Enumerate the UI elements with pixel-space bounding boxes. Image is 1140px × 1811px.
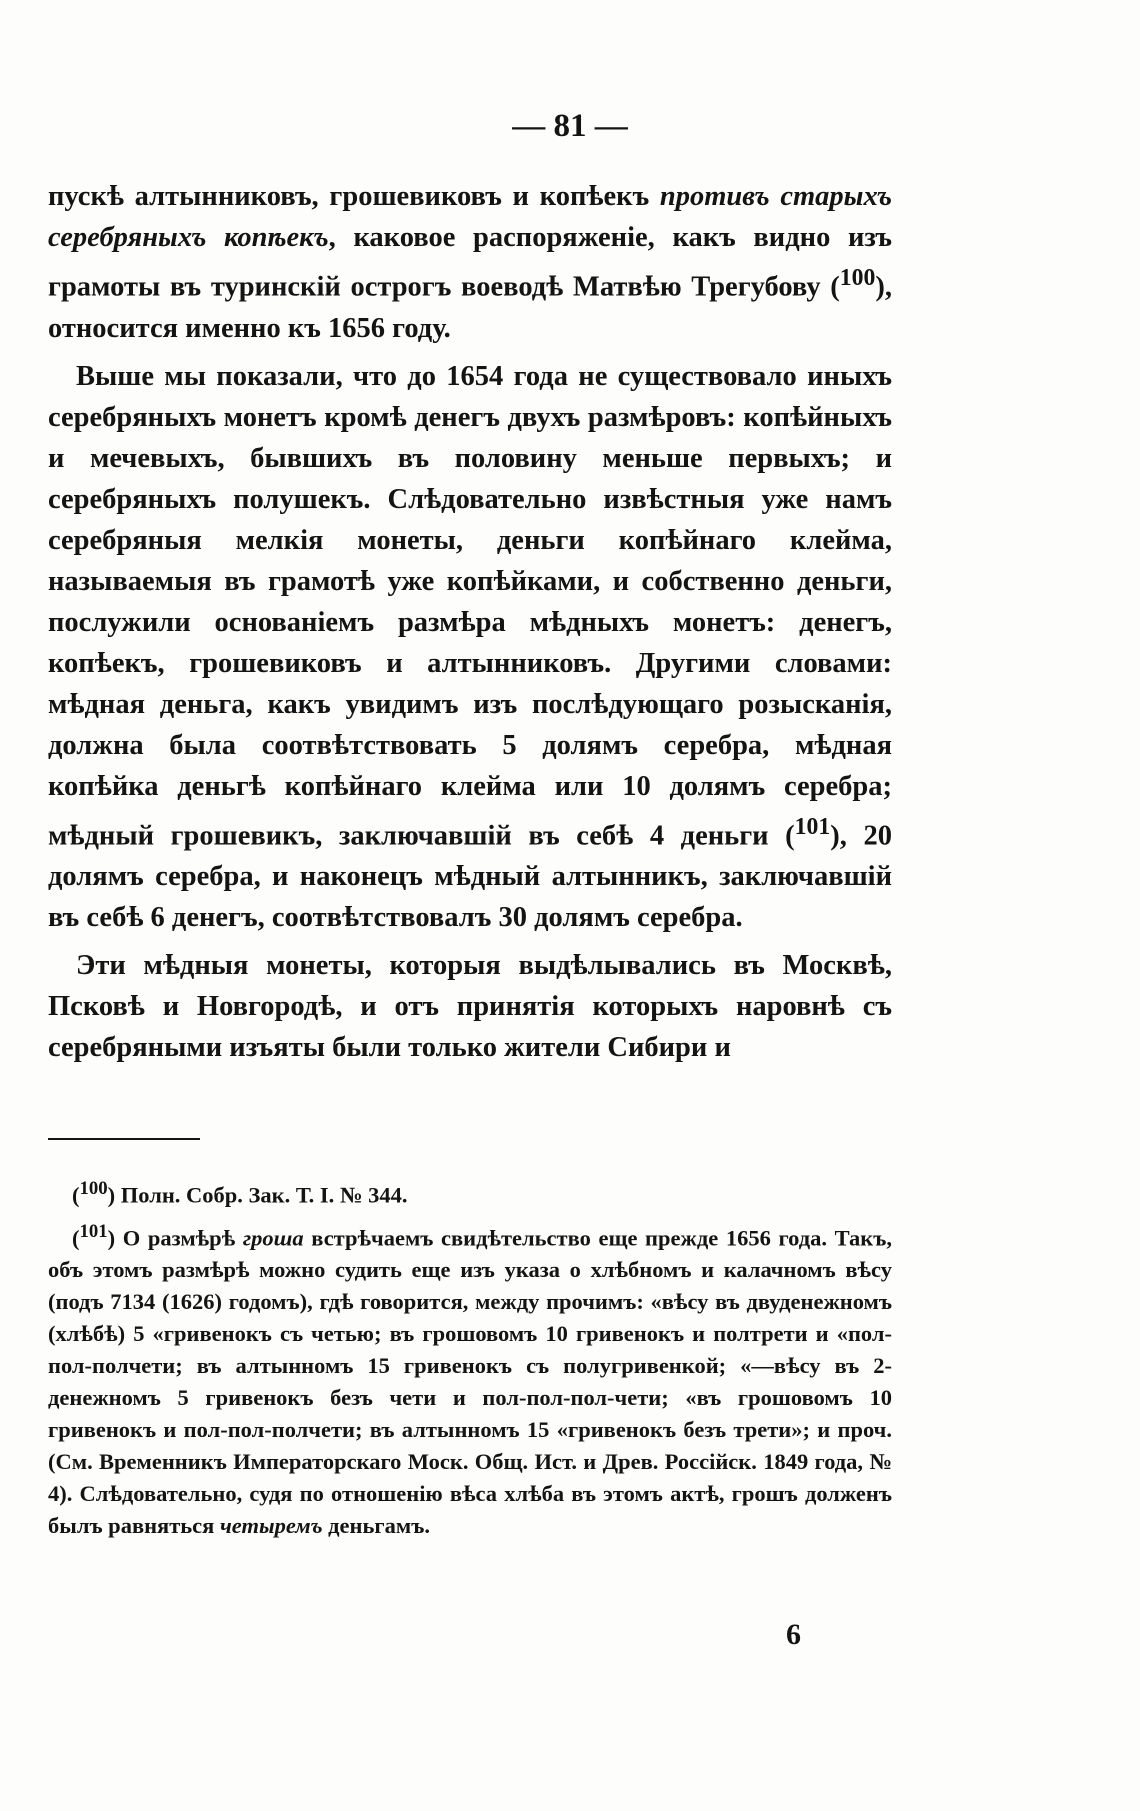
italic-phrase: противъ старыхъ серебряныхъ копѣекъ <box>48 181 893 253</box>
footnote-101: ($^{101}$) О размѣрѣ гроша встрѣчаемъ свидѣтельство еще прежде 1656 года. Такъ, объ этомъ размѣрѣ можно судить еще изъ указа о хлѣбномъ и калачномъ вѣсу (подъ 7134 (1626) годомъ), гдѣ говорится, между прочимъ: «вѣсу въ двуденежномъ (хлѣбѣ) 5 «гривенокъ съ четью; въ грошовомъ 10 гривенокъ и полтрети и «пол-пол-полчети; въ алтынномъ 15 гривенокъ съ полугривенкой; «—вѣсу въ 2-денежномъ 5 гривенокъ безъ чети и пол-пол-пол-чети; «въ грошовомъ 10 гривенокъ и пол-пол-полчети; въ алтынномъ 15 «гривенокъ безъ трети»; и проч. (См. Временникъ Императорскаго Моск. Общ. Ист. и Древ. Россійск. 1849 года, № 4). Слѣдовательно, судя по отношенію вѣса хлѣба въ этомъ актѣ, грошъ долженъ былъ равняться четыремъ деньгамъ. <box>48 1220 892 1538</box>
footnote-mark: 100 <box>79 1178 108 1199</box>
paragraph-3: Эти мѣдныя монеты, которыя выдѣлывались въ Москвѣ, Псковѣ и Новгородѣ, и отъ принятія которыхъ наровнѣ съ серебряными изъяты были только жители Сибири и <box>48 950 892 1063</box>
footnote-divider <box>48 1138 200 1140</box>
text-segment: ), 20 долямъ серебра, и наконецъ мѣдный алтынникъ, заключавшій въ себѣ 6 денегъ, соотвѣтствовалъ 30 долямъ серебра. <box>48 820 892 933</box>
italic-word: четыремъ <box>219 1513 323 1538</box>
footnotes <box>48 1173 892 1542</box>
footnote-text: Полн. Собр. Зак. Т. I. № 344. <box>115 1182 408 1208</box>
text-segment: Выше мы показали, что до 1654 года не существовало иныхъ серебряныхъ монетъ кромѣ денегъ двухъ размѣровъ: копѣйныхъ и мечевыхъ, бывшихъ въ половину меньше первыхъ; и серебряныхъ полушекъ. Слѣдовательно извѣстныя уже намъ серебряныя мелкія монеты, деньги копѣйнаго клейма, называемыя въ грамотѣ уже копѣйками, и собственно деньги, послужили основаніемъ размѣра мѣдныхъ монетъ: денегъ, копѣекъ, грошевиковъ и алтынниковъ. Другими словами: мѣдная деньга, какъ увидимъ изъ послѣдующаго розысканія, должна была соотвѣтствовать 5 долямъ серебра, мѣдная копѣйка деньгѣ копѣйнаго клейма или 10 долямъ серебра; мѣдный грошевикъ, заключавшій въ себѣ 4 деньги ( <box>48 360 892 851</box>
paragraph-2 <box>48 356 892 939</box>
footnote-ref: 100 <box>839 265 876 291</box>
footnote-text: деньгамъ. <box>322 1513 430 1538</box>
text-segment: пускѣ алтынниковъ, грошевиковъ и копѣекъ <box>48 181 660 212</box>
signature-mark: 6 <box>786 1618 801 1651</box>
paragraph-1 <box>48 176 892 349</box>
footnote-mark: 101 <box>79 1220 108 1242</box>
footnote-100: ($^{100}$) Полн. Собр. Зак. Т. I. № 344. <box>72 1178 408 1208</box>
footnote-text: О размѣрѣ <box>115 1225 243 1250</box>
footnote-text: встрѣчаемъ свидѣтельство еще прежде 1656 года. Такъ, объ этомъ размѣрѣ можно судить еще изъ указа о хлѣбномъ и калачномъ вѣсу (подъ 7134 (1626) годомъ), гдѣ говорится, между прочимъ: «вѣсу въ двуденежномъ (хлѣбѣ) 5 «гривенокъ съ четью; въ грошовомъ 10 гривенокъ и полтрети и «пол-пол-полчети; въ алтынномъ 15 гривенокъ съ полугривенкой; «—вѣсу въ 2-денежномъ 5 гривенокъ безъ чети и пол-пол-пол-чети; «въ грошовомъ 10 гривенокъ и пол-пол-полчети; въ алтынномъ 15 «гривенокъ безъ трети»; и проч. (См. Временникъ Императорскаго Моск. Общ. Ист. и Древ. Россійск. 1849 года, № 4). Слѣдовательно, судя по отношенію вѣса хлѣба въ этомъ актѣ, грошъ долженъ былъ равняться <box>48 1225 892 1538</box>
footnote-ref: 101 <box>794 813 831 840</box>
page-number: — 81 — <box>512 108 628 144</box>
italic-word: гроша <box>242 1225 304 1250</box>
text-segment: , каковое распоряженіе, какъ видно изъ грамоты въ туринскій острогъ воеводѣ Матвѣю Трегубову ( <box>48 222 892 303</box>
text-segment: ), относится именно къ 1656 году. <box>48 271 892 344</box>
main-text <box>48 176 892 1068</box>
